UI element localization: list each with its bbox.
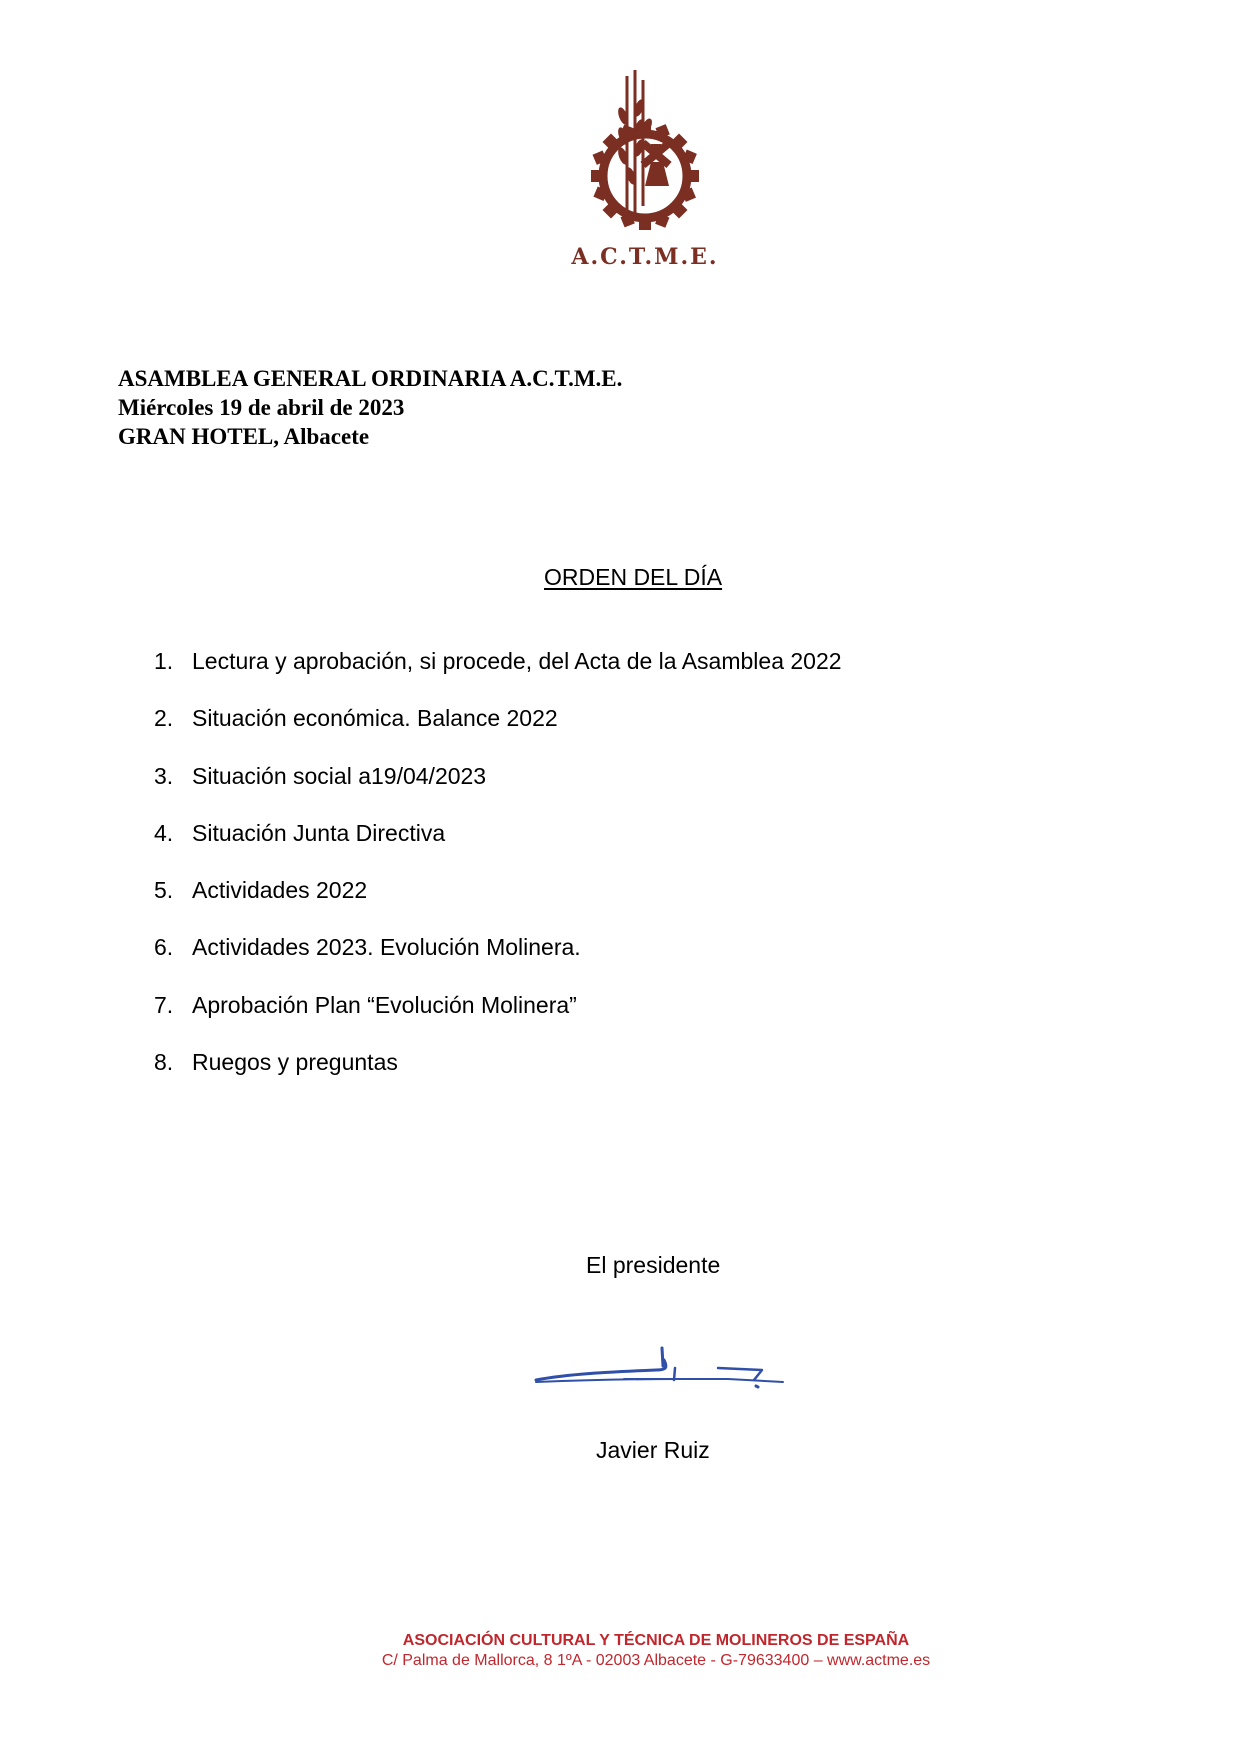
agenda-item — [154, 934, 842, 991]
closing-role: El presidente — [586, 1252, 721, 1278]
agenda-item-number: 3. — [154, 762, 174, 789]
agenda-item — [154, 648, 842, 705]
agenda-item-number: 1. — [154, 648, 174, 674]
agenda-item-text: Situación económica. Balance 2022 — [192, 705, 558, 732]
agenda-item-number: 7. — [154, 991, 174, 1018]
meeting-date: Miércoles 19 de abril de 2023 — [118, 395, 405, 420]
footer-address: C/ Palma de Mallorca, 8 1ºA - 02003 Albacete - G-79633400 – www.actme.es — [381, 1652, 931, 1669]
footer-organization: ASOCIACIÓN CULTURAL Y TÉCNICA DE MOLINEROS DE ESPAÑA — [402, 1632, 910, 1649]
logo-text: A.C.T.M.E. — [571, 244, 719, 270]
agenda-title: ORDEN DEL DÍA — [544, 564, 723, 590]
wheat-gear-mill-logo-icon — [565, 66, 725, 241]
agenda-item-number: 6. — [154, 934, 174, 961]
agenda-item-number: 5. — [154, 877, 174, 904]
agenda-item — [154, 992, 842, 1049]
footer — [0, 1631, 1241, 1671]
agenda-item-text: Aprobación Plan “Evolución Molinera” — [192, 991, 577, 1018]
agenda-item-text: Situación Junta Directiva — [192, 819, 446, 846]
agenda-item — [154, 820, 842, 877]
agenda-item-text: Ruegos y preguntas — [192, 1049, 398, 1076]
agenda-list — [154, 648, 842, 1106]
agenda-item-text: Actividades 2023. Evolución Molinera. — [192, 934, 581, 961]
agenda-item — [154, 1049, 842, 1106]
agenda-item — [154, 705, 842, 762]
agenda-item-text: Lectura y aprobación, si procede, del Acta de la Asamblea 2022 — [192, 648, 842, 674]
meeting-header — [118, 364, 622, 451]
meeting-venue: GRAN HOTEL, Albacete — [118, 424, 370, 449]
agenda-item-number: 2. — [154, 705, 174, 732]
agenda-item — [154, 877, 842, 934]
agenda-item-number: 4. — [154, 819, 174, 846]
handwritten-signature-icon — [528, 1330, 798, 1400]
agenda-item-text: Actividades 2022 — [192, 877, 368, 904]
agenda-item-number: 8. — [154, 1049, 174, 1076]
actme-logo — [565, 66, 725, 281]
meeting-title: ASAMBLEA GENERAL ORDINARIA A.C.T.M.E. — [118, 366, 623, 391]
agenda-item — [154, 763, 842, 820]
signer-name: Javier Ruiz — [596, 1437, 710, 1463]
agenda-item-text: Situación social a19/04/2023 — [192, 762, 487, 789]
